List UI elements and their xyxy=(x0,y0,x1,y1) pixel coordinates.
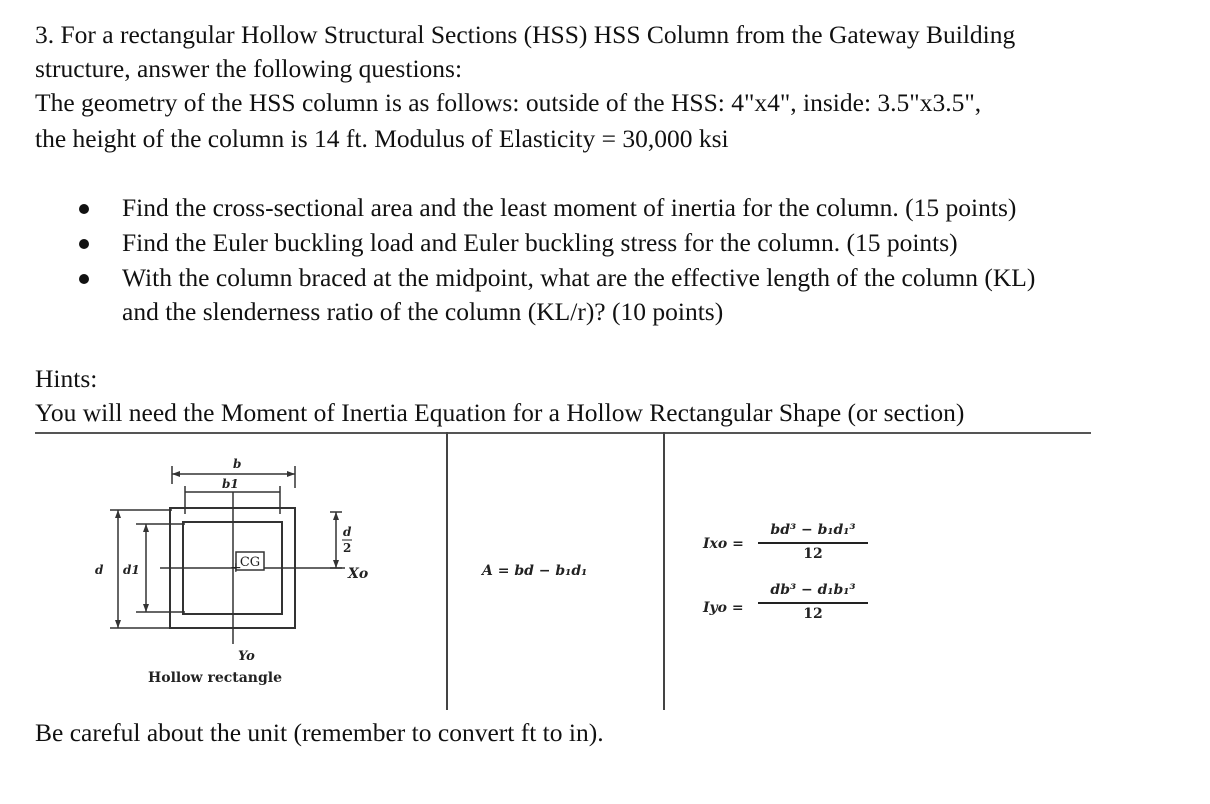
ixo-numerator: bd³ − b₁d₁³ xyxy=(770,522,856,538)
bullet-icon xyxy=(74,261,94,295)
label-d: d xyxy=(95,563,104,577)
hints-text: You will need the Moment of Inertia Equation for a Hollow Rectangular Shape (or section) xyxy=(35,398,965,427)
ixo-fraction-bar xyxy=(758,542,868,544)
iyo-lhs: Iyo = xyxy=(703,600,744,616)
label-xo: Xo xyxy=(348,566,369,582)
question-line-2: structure, answer the following questions: xyxy=(35,54,463,83)
iyo-fraction-bar xyxy=(758,602,868,604)
ixo-denominator: 12 xyxy=(803,546,823,562)
task-2: Find the Euler buckling load and Euler buckling stress for the column. (15 points) xyxy=(122,228,958,257)
cg-label: CG xyxy=(239,555,261,570)
question-line-4: the height of the column is 14 ft. Modulus of Elasticity = 30,000 ksi xyxy=(35,124,729,153)
svg-text:+: + xyxy=(230,560,242,576)
task-3-line-2: and the slenderness ratio of the column (KL/r)? (10 points) xyxy=(122,297,724,326)
task-3-line-1: With the column braced at the midpoint, what are the effective length of the column (KL) xyxy=(122,263,1036,292)
bullet-icon xyxy=(74,191,94,225)
question-line-3: The geometry of the HSS column is as follows: outside of the HSS: 4"x4", inside: 3.5"x3.5", xyxy=(35,88,982,117)
hollow-rectangle-diagram xyxy=(90,452,410,664)
table-divider-1 xyxy=(446,432,448,710)
hints-label: Hints: xyxy=(35,364,98,393)
ixo-lhs: Ixo = xyxy=(703,536,744,552)
label-yo: Yo xyxy=(238,649,255,664)
label-b1: b1 xyxy=(222,477,239,491)
label-d-half-num: d xyxy=(343,525,352,539)
label-d1: d1 xyxy=(123,563,140,577)
iyo-denominator: 12 xyxy=(803,606,823,622)
bullet-icon xyxy=(74,226,94,260)
table-divider-2 xyxy=(663,432,665,710)
task-1: Find the cross-sectional area and the least moment of inertia for the column. (15 points) xyxy=(122,193,1017,222)
iyo-numerator: db³ − d₁b₁³ xyxy=(770,582,856,598)
unit-reminder: Be careful about the unit (remember to convert ft to in). xyxy=(35,718,604,747)
question-line-1: 3. For a rectangular Hollow Structural Sections (HSS) HSS Column from the Gateway Building xyxy=(35,20,1016,49)
table-top-rule xyxy=(35,432,1091,434)
diagram-caption: Hollow rectangle xyxy=(148,670,283,686)
area-formula: A = bd − b₁d₁ xyxy=(482,563,588,579)
label-b: b xyxy=(233,457,242,471)
label-d-half-den: 2 xyxy=(343,541,352,555)
